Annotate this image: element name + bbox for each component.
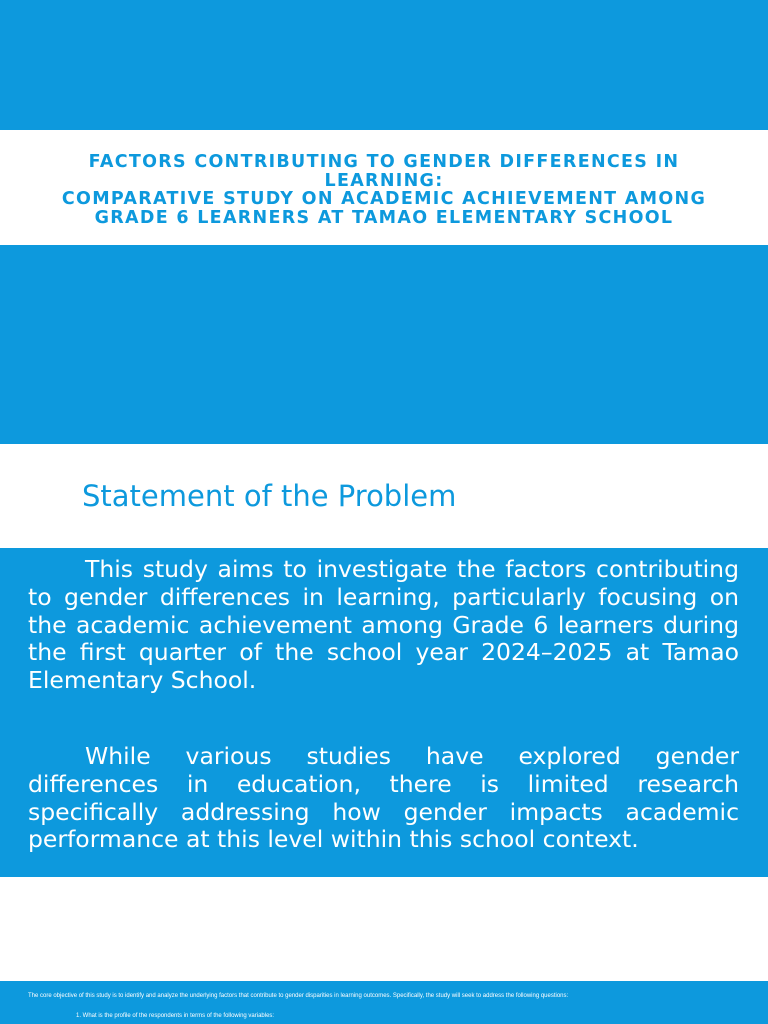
paragraph-1: This study aims to investigate the factors contributing to gender differences in learning, particularly focusing on the academic achievement among Grade 6 learners during the first quarter of the school year 2024–2025 at Tamao Elementary School. xyxy=(28,555,739,695)
top-blue-band xyxy=(0,0,768,130)
title-line-2: LEARNING: xyxy=(324,170,444,191)
middle-blue-band xyxy=(0,245,768,444)
title-line-4: GRADE 6 LEARNERS AT TAMAO ELEMENTARY SCHOOL xyxy=(94,207,674,228)
footer-text: The core objective of this study is to identify and analyze the underlying factors that contribute to gender disparities in learning outcomes. Specifically, the study will seek to address the following questions: xyxy=(28,993,569,999)
document-title xyxy=(0,153,768,227)
footer-list-item: 1. What is the profile of the respondents in terms of the following variables: xyxy=(76,1013,275,1019)
section-heading: Statement of the Problem xyxy=(82,479,457,513)
title-line-1: FACTORS CONTRIBUTING TO GENDER DIFFERENCES IN xyxy=(88,152,680,172)
title-line-3: COMPARATIVE STUDY ON ACADEMIC ACHIEVEMENT AMONG xyxy=(61,189,707,209)
paragraph-2: While various studies have explored gender differences in education, there is limited research specifically addressing how gender impacts academic performance at this level within this school context. xyxy=(28,742,739,854)
